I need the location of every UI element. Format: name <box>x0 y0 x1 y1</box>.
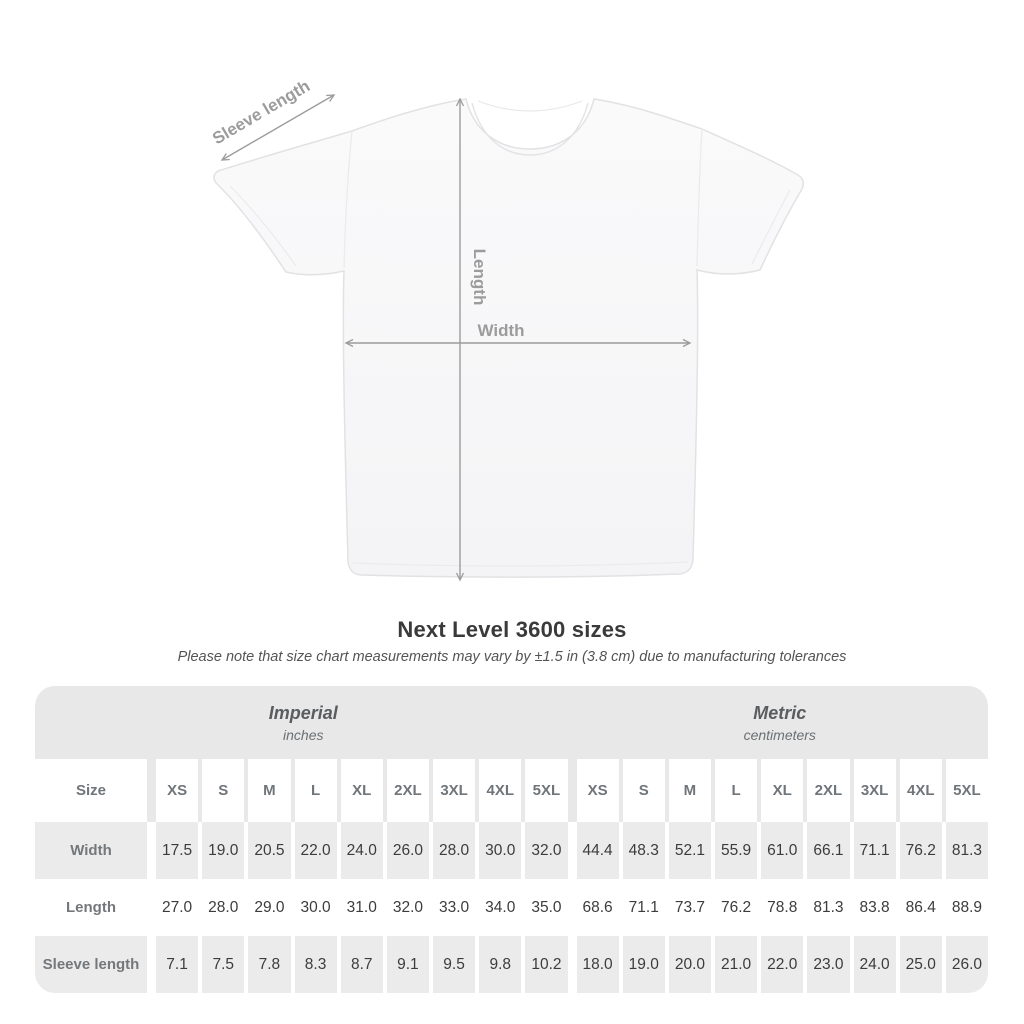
size-grid <box>35 759 988 993</box>
value-cell: 83.8 <box>854 879 896 936</box>
size-header-cell: L <box>715 759 757 822</box>
value-cell: 78.8 <box>761 879 803 936</box>
value-cell: 26.0 <box>387 822 429 879</box>
size-header-cell: 4XL <box>479 759 521 822</box>
size-header-cell: L <box>295 759 337 822</box>
value-cell: 30.0 <box>295 879 337 936</box>
value-cell: 33.0 <box>433 879 475 936</box>
size-header-cell: 3XL <box>433 759 475 822</box>
value-cell: 9.8 <box>479 936 521 993</box>
size-header-cell: M <box>669 759 711 822</box>
size-header-cell: S <box>623 759 665 822</box>
value-cell: 18.0 <box>577 936 619 993</box>
value-cell: 20.5 <box>248 822 290 879</box>
measurement-row <box>35 879 988 936</box>
column-group-gap <box>572 936 573 993</box>
size-header-cell: M <box>248 759 290 822</box>
value-cell: 26.0 <box>946 936 988 993</box>
value-cell: 24.0 <box>854 936 896 993</box>
metric-label: Metric <box>753 702 807 723</box>
value-cell: 19.0 <box>202 822 244 879</box>
value-cell: 71.1 <box>854 822 896 879</box>
value-cell: 7.5 <box>202 936 244 993</box>
value-cell: 71.1 <box>623 879 665 936</box>
value-cell: 61.0 <box>761 822 803 879</box>
imperial-sublabel: inches <box>283 726 324 743</box>
value-cell: 32.0 <box>525 822 567 879</box>
value-cell: 81.3 <box>807 879 849 936</box>
value-cell: 52.1 <box>669 822 711 879</box>
size-column-header: Size <box>35 759 147 822</box>
size-chart <box>35 686 988 993</box>
column-group-gap <box>151 759 152 822</box>
value-cell: 9.1 <box>387 936 429 993</box>
value-cell: 20.0 <box>669 936 711 993</box>
value-cell: 66.1 <box>807 822 849 879</box>
value-cell: 23.0 <box>807 936 849 993</box>
value-cell: 10.2 <box>525 936 567 993</box>
value-cell: 7.8 <box>248 936 290 993</box>
value-cell: 22.0 <box>295 822 337 879</box>
value-cell: 88.9 <box>946 879 988 936</box>
size-header-cell: 2XL <box>807 759 849 822</box>
value-cell: 30.0 <box>479 822 521 879</box>
value-cell: 17.5 <box>156 822 198 879</box>
size-header-cell: 5XL <box>525 759 567 822</box>
value-cell: 32.0 <box>387 879 429 936</box>
value-cell: 8.7 <box>341 936 383 993</box>
value-cell: 19.0 <box>623 936 665 993</box>
value-cell: 48.3 <box>623 822 665 879</box>
size-header-cell: 4XL <box>900 759 942 822</box>
value-cell: 73.7 <box>669 879 711 936</box>
value-cell: 31.0 <box>341 879 383 936</box>
size-header-cell: 3XL <box>854 759 896 822</box>
value-cell: 9.5 <box>433 936 475 993</box>
size-header-cell: XS <box>577 759 619 822</box>
value-cell: 25.0 <box>900 936 942 993</box>
size-header-cell: 5XL <box>946 759 988 822</box>
value-cell: 29.0 <box>248 879 290 936</box>
size-header-cell: 2XL <box>387 759 429 822</box>
value-cell: 55.9 <box>715 822 757 879</box>
value-cell: 34.0 <box>479 879 521 936</box>
value-cell: 27.0 <box>156 879 198 936</box>
value-cell: 76.2 <box>900 822 942 879</box>
row-label: Sleeve length <box>35 936 147 993</box>
unit-header-band <box>35 686 988 759</box>
column-group-gap <box>151 936 152 993</box>
imperial-label: Imperial <box>268 702 338 723</box>
length-label: Length <box>470 248 489 306</box>
value-cell: 68.6 <box>577 879 619 936</box>
column-group-gap <box>151 822 152 879</box>
measurement-row <box>35 822 988 879</box>
size-header-cell: S <box>202 759 244 822</box>
metric-sublabel: centimeters <box>743 726 816 743</box>
value-cell: 81.3 <box>946 822 988 879</box>
tolerance-note: Please note that size chart measurements may vary by ±1.5 in (3.8 cm) due to manufacturing tolerances <box>177 649 847 665</box>
value-cell: 28.0 <box>433 822 475 879</box>
value-cell: 7.1 <box>156 936 198 993</box>
imperial-unit-header <box>35 686 572 759</box>
size-header-cell: XL <box>341 759 383 822</box>
value-cell: 35.0 <box>525 879 567 936</box>
column-group-gap <box>572 822 573 879</box>
value-cell: 8.3 <box>295 936 337 993</box>
value-cell: 22.0 <box>761 936 803 993</box>
size-header-cell: XS <box>156 759 198 822</box>
measurement-row <box>35 936 988 993</box>
column-group-gap <box>572 879 573 936</box>
column-group-gap <box>572 759 573 822</box>
value-cell: 44.4 <box>577 822 619 879</box>
row-label: Length <box>35 879 147 936</box>
size-header-cell: XL <box>761 759 803 822</box>
page-title: Next Level 3600 sizes <box>397 617 627 642</box>
value-cell: 28.0 <box>202 879 244 936</box>
row-label: Width <box>35 822 147 879</box>
size-header-row <box>35 759 988 822</box>
value-cell: 86.4 <box>900 879 942 936</box>
width-label: Width <box>477 321 525 340</box>
value-cell: 24.0 <box>341 822 383 879</box>
value-cell: 76.2 <box>715 879 757 936</box>
sleeve-length-label: Sleeve length <box>209 76 314 149</box>
value-cell: 21.0 <box>715 936 757 993</box>
metric-unit-header <box>572 686 988 759</box>
column-group-gap <box>151 879 152 936</box>
